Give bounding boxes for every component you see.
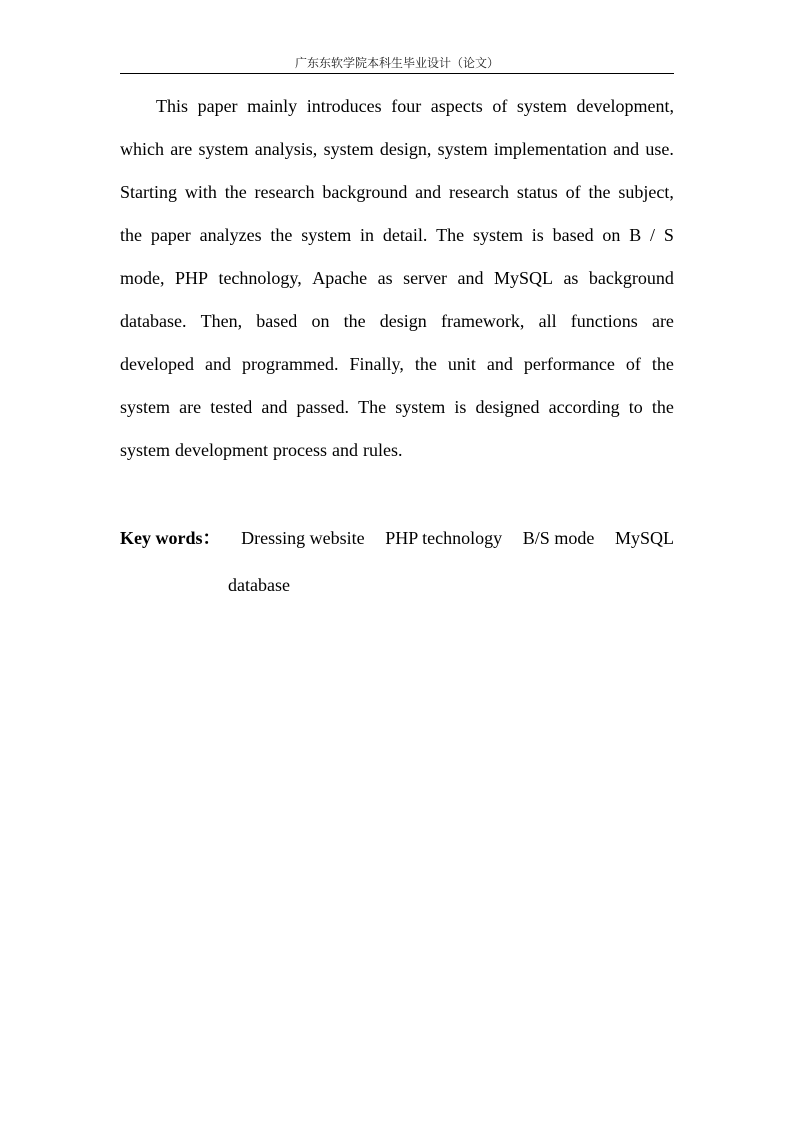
abstract-word: Then, [200, 311, 243, 331]
abstract-line [120, 429, 674, 472]
abstract-word: system [120, 440, 171, 460]
abstract-word: the [343, 311, 366, 331]
abstract-word: aspects [430, 96, 483, 116]
abstract-word: passed. [296, 397, 349, 417]
abstract-word: analyzes [199, 225, 262, 245]
abstract-word: functions [570, 311, 638, 331]
abstract-word: design [379, 311, 427, 331]
abstract-line [120, 128, 674, 171]
abstract-word: is [531, 225, 544, 245]
abstract-line [120, 257, 674, 300]
abstract-word: based [552, 225, 594, 245]
keywords-line [120, 517, 674, 560]
abstract-word: are [170, 139, 193, 159]
abstract-word: framework, [440, 311, 525, 331]
abstract-word: research [254, 182, 315, 202]
abstract-word: Finally, [349, 354, 404, 374]
abstract-word: use. [645, 139, 674, 159]
abstract-word: system [516, 96, 567, 116]
abstract-word: based [256, 311, 298, 331]
abstract-word: the [270, 225, 293, 245]
abstract-word: and [457, 268, 484, 288]
abstract-paragraph [120, 85, 674, 472]
abstract-word: unit [447, 354, 476, 374]
abstract-line [120, 214, 674, 257]
abstract-word: is [454, 397, 467, 417]
abstract-word: analysis, [254, 139, 318, 159]
abstract-word: with [184, 182, 217, 202]
abstract-word: the [224, 182, 247, 202]
abstract-word: as [377, 268, 393, 288]
abstract-word: system [437, 139, 488, 159]
keyword-item: B/S mode [522, 528, 595, 548]
abstract-word: The [358, 397, 387, 417]
keyword-item: PHP technology [385, 528, 503, 548]
abstract-word: paper [197, 96, 238, 116]
abstract-word: tested [210, 397, 253, 417]
abstract-word: research [449, 182, 509, 202]
abstract-word: to [628, 397, 643, 417]
abstract-word: background [322, 182, 408, 202]
abstract-word: development [175, 440, 268, 460]
abstract-word: the [651, 397, 674, 417]
abstract-word: status [516, 182, 558, 202]
abstract-word: as [563, 268, 579, 288]
abstract-word: in [360, 225, 375, 245]
abstract-word: and [486, 354, 513, 374]
abstract-word: paper [150, 225, 191, 245]
abstract-word: performance [523, 354, 615, 374]
abstract-word: the [651, 354, 674, 374]
keywords-label: Key words： [120, 528, 221, 548]
abstract-word: four [391, 96, 422, 116]
abstract-word: system [472, 225, 523, 245]
abstract-word: S [663, 225, 674, 245]
abstract-word: and [204, 354, 231, 374]
abstract-word: system [323, 139, 374, 159]
abstract-word: system [120, 397, 171, 417]
keyword-item: Dressing website [241, 528, 365, 548]
abstract-word: programmed. [242, 354, 339, 374]
abstract-word: background [588, 268, 674, 288]
abstract-word: the [414, 354, 437, 374]
abstract-word: are [651, 311, 674, 331]
abstract-word: Apache [312, 268, 368, 288]
header-rule [120, 73, 674, 74]
abstract-word: the [588, 182, 611, 202]
abstract-word: technology, [218, 268, 302, 288]
abstract-word: subject, [618, 182, 674, 202]
abstract-word: according [548, 397, 620, 417]
abstract-word: system [301, 225, 352, 245]
abstract-word: The [436, 225, 465, 245]
abstract-line [120, 171, 674, 214]
abstract-word: development, [576, 96, 674, 116]
abstract-word: of [565, 182, 581, 202]
keyword-item: MySQL [614, 528, 674, 548]
abstract-word: This [156, 96, 189, 116]
abstract-word: designed [475, 397, 540, 417]
abstract-word: mainly [247, 96, 298, 116]
abstract-word: which [120, 139, 164, 159]
abstract-word: the [120, 225, 142, 245]
abstract-line [120, 343, 674, 386]
abstract-word: and [415, 182, 442, 202]
abstract-word: on [602, 225, 621, 245]
abstract-word: server [403, 268, 448, 288]
keyword-continuation: database [228, 575, 290, 595]
abstract-word: on [311, 311, 330, 331]
abstract-word: of [625, 354, 641, 374]
abstract-word: Starting [120, 182, 177, 202]
abstract-word: all [538, 311, 557, 331]
abstract-word: system [198, 139, 249, 159]
abstract-word: and [331, 440, 358, 460]
abstract-word: developed [120, 354, 194, 374]
abstract-word: are [179, 397, 202, 417]
abstract-word: implementation [493, 139, 607, 159]
abstract-word: B [629, 225, 642, 245]
abstract-word: MySQL [493, 268, 553, 288]
abstract-word: detail. [382, 225, 428, 245]
abstract-line [120, 300, 674, 343]
abstract-line [120, 386, 674, 429]
page-header: 广东东软学院本科生毕业设计（论文） [294, 56, 499, 70]
abstract-word: and [261, 397, 288, 417]
abstract-word: of [492, 96, 508, 116]
abstract-word: design, [379, 139, 432, 159]
abstract-word: database. [120, 311, 187, 331]
abstract-word: / [650, 225, 656, 245]
abstract-word: PHP [174, 268, 208, 288]
abstract-word: system [395, 397, 446, 417]
abstract-word: process [273, 440, 327, 460]
abstract-word: introduces [306, 96, 382, 116]
abstract-line [120, 85, 674, 128]
abstract-word: and [613, 139, 640, 159]
abstract-word: mode, [120, 268, 165, 288]
abstract-word: rules. [362, 440, 403, 460]
